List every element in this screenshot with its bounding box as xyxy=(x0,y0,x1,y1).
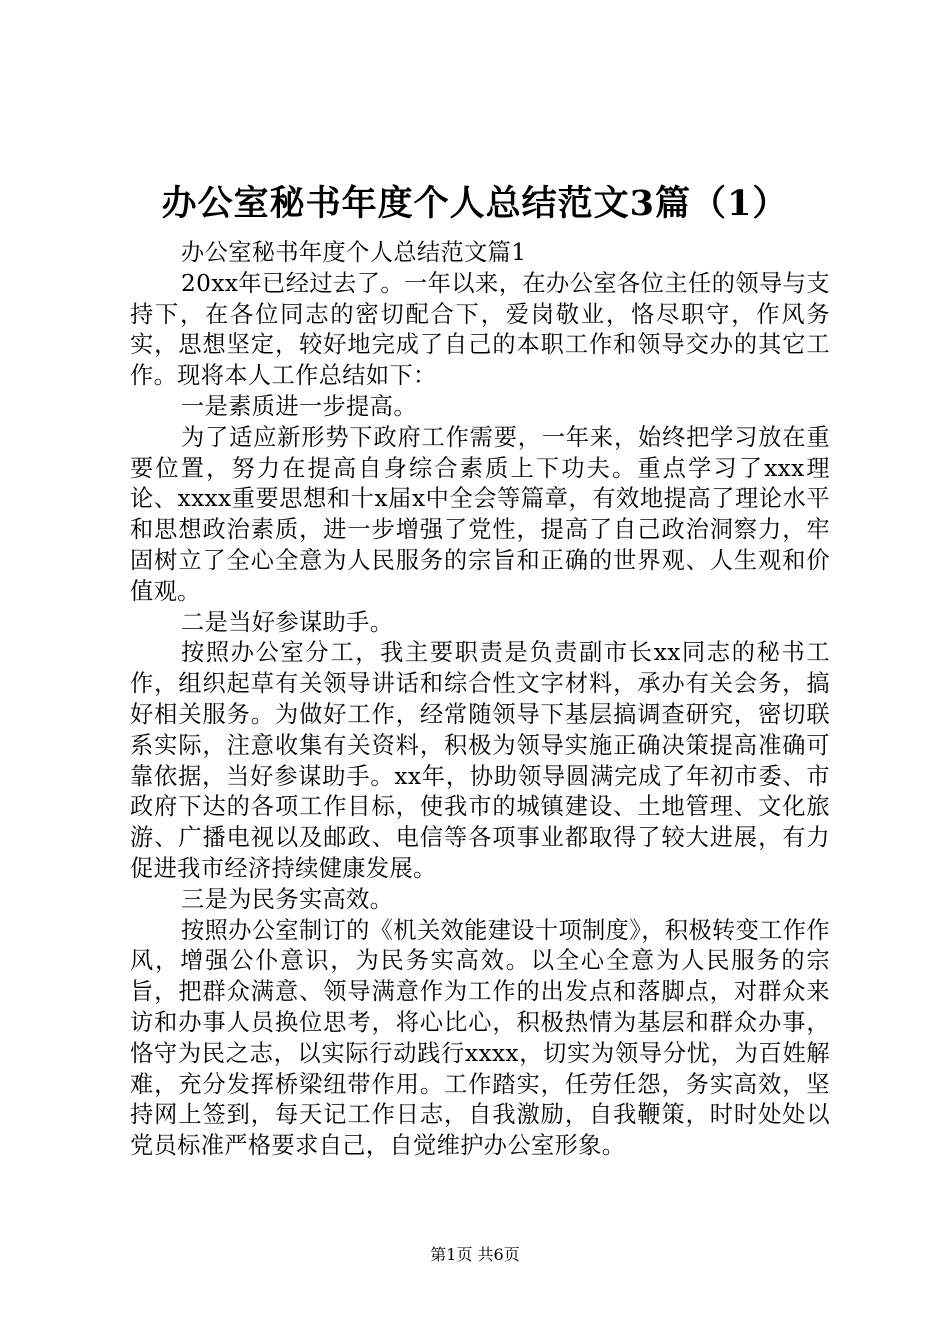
body-paragraph: 按照办公室分工，我主要职责是负责副市长xx同志的秘书工作，组织起草有关领导讲话和综合性文字材料，承办有关会务，搞好相关服务。为做好工作，经常随领导下基层搞调查研究，密切联系实际，注意收集有关资料，积极为领导实施正确决策提高准确可靠依据，当好参谋助手。xx年，协助领导圆满完成了年初市委、市政府下达的各项工作目标，使我市的城镇建设、土地管理、文化旅游、广播电视以及邮政、电信等各项事业都取得了较大进展，有力促进我市经济持续健康发展。 xyxy=(130,639,830,882)
document-body xyxy=(130,238,830,1162)
page-number-footer: 第1页 共6页 xyxy=(430,1245,520,1264)
document-title: 办公室秘书年度个人总结范文3篇（1） xyxy=(161,183,789,224)
section-heading: 三是为民务实高效。 xyxy=(181,885,394,913)
body-paragraph: 按照办公室制订的《机关效能建设十项制度》，积极转变工作作风，增强公仆意识，为民务实高效。以全心全意为人民服务的宗旨，把群众满意、领导满意作为工作的出发点和落脚点，对群众来访和办事人员换位思考，将心比心，积极热情为基层和群众办事，恪守为民之志，以实际行动践行xxxx，切实为领导分忧，为百姓解难，充分发挥桥梁纽带作用。工作踏实，任劳任怨，务实高效，坚持网上签到，每天记工作日志，自我激励，自我鞭策，时时处处以党员标准严格要求自己，自觉维护办公室形象。 xyxy=(130,916,830,1160)
body-paragraph: 为了适应新形势下政府工作需要，一年来，始终把学习放在重要位置，努力在提高自身综合素质上下功夫。重点学习了xxx理论、xxxx重要思想和十x届x中全会等篇章，有效地提高了理论水平和思想政治素质，进一步增强了党性，提高了自己政治洞察力，牢固树立了全心全意为人民服务的宗旨和正确的世界观、人生观和价值观。 xyxy=(130,423,830,605)
section-heading: 二是当好参谋助手。 xyxy=(181,608,394,636)
section-heading: 办公室秘书年度个人总结范文篇1 xyxy=(181,239,527,266)
body-paragraph: 20xx年已经过去了。一年以来，在办公室各位主任的领导与支持下，在各位同志的密切配合下，爱岗敬业，恪尽职守，作风务实，思想坚定，较好地完成了自己的本职工作和领导交办的其它工作。现将本人工作总结如下： xyxy=(130,269,830,390)
section-heading: 一是素质进一步提高。 xyxy=(181,392,417,420)
